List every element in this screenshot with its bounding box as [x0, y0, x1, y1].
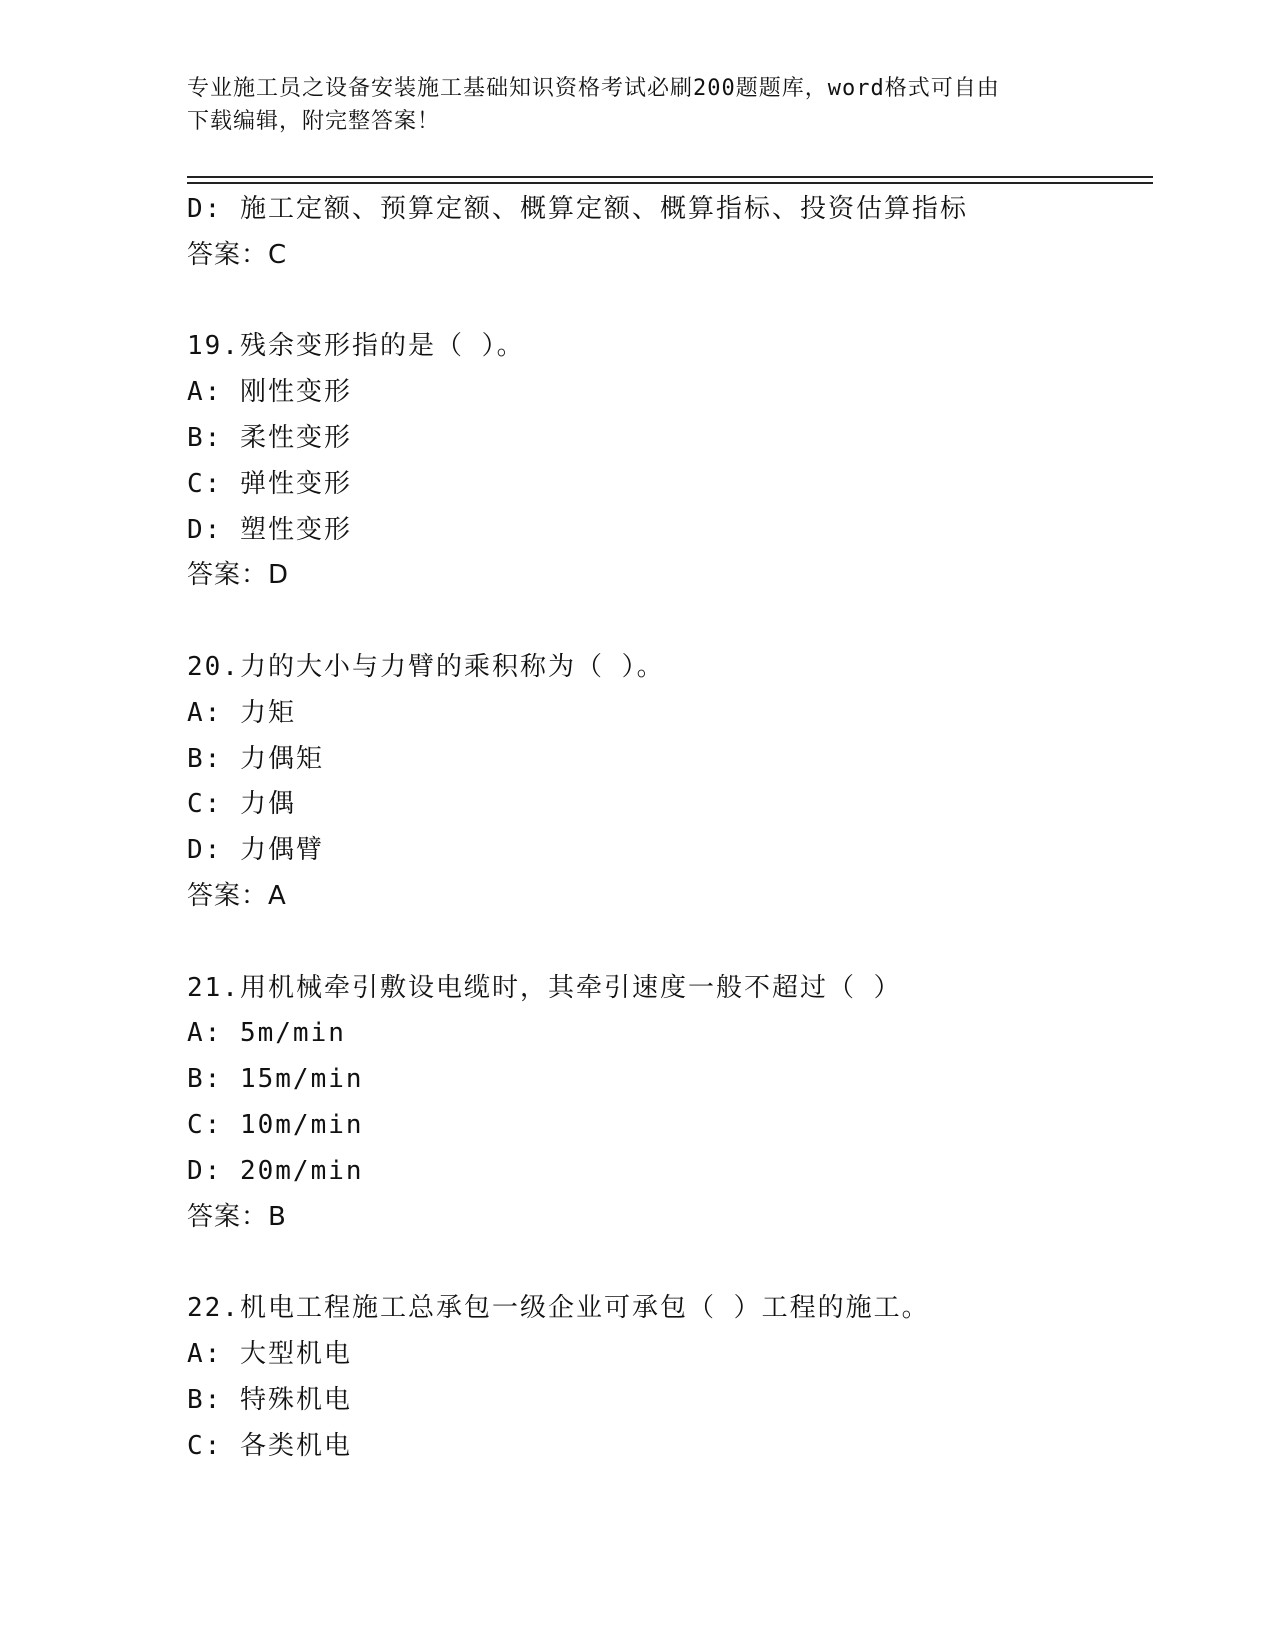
header-divider-bottom	[187, 182, 1153, 184]
document-header	[187, 72, 1087, 138]
spacer	[187, 599, 1153, 645]
answer: 答案：B	[187, 1201, 287, 1232]
option-b: B: 15m/min	[187, 1064, 364, 1095]
option-d: D: 20m/min	[187, 1155, 364, 1186]
header-divider-top	[187, 176, 1153, 178]
question-21	[187, 966, 1153, 1241]
option-c: C: 10m/min	[187, 1109, 364, 1140]
question-stem: 21.用机械牵引敷设电缆时，其牵引速度一般不超过（ ）	[187, 972, 902, 1003]
option-c: C: 弹性变形	[187, 468, 352, 499]
option-a: A: 大型机电	[187, 1338, 352, 1369]
carryover-answer: 答案：C	[187, 239, 288, 270]
question-list	[187, 187, 1153, 1469]
option-c: C: 力偶	[187, 789, 296, 820]
header-title-line-2: 下载编辑，附完整答案！	[187, 109, 441, 134]
question-20	[187, 645, 1153, 920]
question-stem: 22.机电工程施工总承包一级企业可承包（ ）工程的施工。	[187, 1293, 930, 1324]
answer: 答案：D	[187, 560, 290, 591]
option-a: A: 刚性变形	[187, 377, 352, 408]
spacer	[187, 1240, 1153, 1286]
spacer	[187, 920, 1153, 966]
spacer	[187, 279, 1153, 325]
question-stem: 19.残余变形指的是（ ）。	[187, 331, 525, 362]
question-22	[187, 1286, 1153, 1469]
option-a: A: 5m/min	[187, 1018, 346, 1049]
option-b: B: 力偶矩	[187, 743, 324, 774]
answer: 答案：A	[187, 880, 287, 911]
header-title-line-1: 专业施工员之设备安装施工基础知识资格考试必刷200题题库，word格式可自由	[187, 76, 1000, 101]
option-d: D: 力偶臂	[187, 835, 324, 866]
option-b: B: 柔性变形	[187, 422, 352, 453]
option-a: A: 力矩	[187, 697, 296, 728]
option-d: D: 塑性变形	[187, 514, 352, 545]
question-19	[187, 324, 1153, 599]
option-c: C: 各类机电	[187, 1430, 352, 1461]
carryover-option-d: D: 施工定额、预算定额、概算定额、概算指标、投资估算指标	[187, 194, 968, 224]
option-b: B: 特殊机电	[187, 1384, 352, 1415]
question-stem: 20.力的大小与力臂的乘积称为（ ）。	[187, 651, 665, 682]
